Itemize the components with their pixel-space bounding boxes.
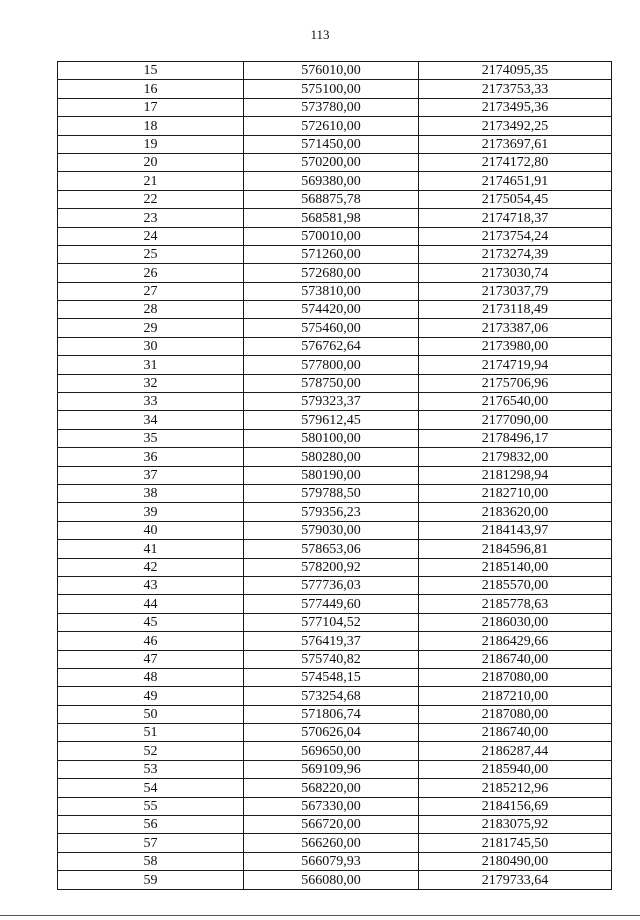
table-row — [58, 98, 612, 116]
x-coordinate-cell: 570200,00 — [244, 153, 419, 171]
table-row — [58, 209, 612, 227]
x-coordinate-cell: 566260,00 — [244, 834, 419, 852]
point-number-cell: 33 — [58, 393, 244, 411]
y-coordinate-cell: 2175054,45 — [419, 190, 612, 208]
table-row — [58, 705, 612, 723]
page-number: 113 — [310, 27, 330, 42]
x-coordinate-cell: 580100,00 — [244, 429, 419, 447]
point-number-cell: 46 — [58, 632, 244, 650]
point-number-cell: 21 — [58, 172, 244, 190]
y-coordinate-cell: 2174719,94 — [419, 356, 612, 374]
x-coordinate-cell: 575100,00 — [244, 80, 419, 98]
table-row — [58, 245, 612, 263]
point-number-cell: 43 — [58, 576, 244, 594]
x-coordinate-cell: 571450,00 — [244, 135, 419, 153]
x-coordinate-cell: 577449,60 — [244, 595, 419, 613]
table-row — [58, 650, 612, 668]
page-bottom-edge — [0, 915, 640, 916]
x-coordinate-cell: 568875,78 — [244, 190, 419, 208]
table-row — [58, 264, 612, 282]
y-coordinate-cell: 2176540,00 — [419, 393, 612, 411]
y-coordinate-cell: 2175706,96 — [419, 374, 612, 392]
point-number-cell: 41 — [58, 540, 244, 558]
y-coordinate-cell: 2185940,00 — [419, 760, 612, 778]
y-coordinate-cell: 2174718,37 — [419, 209, 612, 227]
y-coordinate-cell: 2184156,69 — [419, 797, 612, 815]
point-number-cell: 58 — [58, 852, 244, 870]
table-row — [58, 742, 612, 760]
x-coordinate-cell: 569650,00 — [244, 742, 419, 760]
y-coordinate-cell: 2183075,92 — [419, 816, 612, 834]
table-row — [58, 466, 612, 484]
y-coordinate-cell: 2186287,44 — [419, 742, 612, 760]
x-coordinate-cell: 576762,64 — [244, 337, 419, 355]
point-number-cell: 24 — [58, 227, 244, 245]
y-coordinate-cell: 2185140,00 — [419, 558, 612, 576]
table-row — [58, 871, 612, 889]
x-coordinate-cell: 567330,00 — [244, 797, 419, 815]
x-coordinate-cell: 576010,00 — [244, 62, 419, 80]
point-number-cell: 27 — [58, 282, 244, 300]
table-row — [58, 282, 612, 300]
table-row — [58, 374, 612, 392]
x-coordinate-cell: 566079,93 — [244, 852, 419, 870]
y-coordinate-cell: 2178496,17 — [419, 429, 612, 447]
table-row — [58, 135, 612, 153]
table-row — [58, 337, 612, 355]
y-coordinate-cell: 2173274,39 — [419, 245, 612, 263]
y-coordinate-cell: 2186740,00 — [419, 724, 612, 742]
point-number-cell: 22 — [58, 190, 244, 208]
table-row — [58, 540, 612, 558]
table-row — [58, 172, 612, 190]
point-number-cell: 25 — [58, 245, 244, 263]
y-coordinate-cell: 2179733,64 — [419, 871, 612, 889]
table-row — [58, 668, 612, 686]
point-number-cell: 38 — [58, 484, 244, 502]
x-coordinate-cell: 579788,50 — [244, 484, 419, 502]
y-coordinate-cell: 2173030,74 — [419, 264, 612, 282]
point-number-cell: 39 — [58, 503, 244, 521]
x-coordinate-cell: 578200,92 — [244, 558, 419, 576]
y-coordinate-cell: 2173697,61 — [419, 135, 612, 153]
y-coordinate-cell: 2180490,00 — [419, 852, 612, 870]
table-row — [58, 429, 612, 447]
x-coordinate-cell: 577736,03 — [244, 576, 419, 594]
point-number-cell: 49 — [58, 687, 244, 705]
table-row — [58, 393, 612, 411]
point-number-cell: 57 — [58, 834, 244, 852]
y-coordinate-cell: 2182710,00 — [419, 484, 612, 502]
x-coordinate-cell: 571806,74 — [244, 705, 419, 723]
point-number-cell: 30 — [58, 337, 244, 355]
x-coordinate-cell: 579356,23 — [244, 503, 419, 521]
y-coordinate-cell: 2185778,63 — [419, 595, 612, 613]
table-row — [58, 779, 612, 797]
x-coordinate-cell: 579030,00 — [244, 521, 419, 539]
point-number-cell: 47 — [58, 650, 244, 668]
point-number-cell: 44 — [58, 595, 244, 613]
y-coordinate-cell: 2186429,66 — [419, 632, 612, 650]
point-number-cell: 40 — [58, 521, 244, 539]
point-number-cell: 36 — [58, 448, 244, 466]
y-coordinate-cell: 2185212,96 — [419, 779, 612, 797]
table-row — [58, 62, 612, 80]
x-coordinate-cell: 566080,00 — [244, 871, 419, 889]
point-number-cell: 23 — [58, 209, 244, 227]
y-coordinate-cell: 2173387,06 — [419, 319, 612, 337]
point-number-cell: 50 — [58, 705, 244, 723]
table-row — [58, 448, 612, 466]
x-coordinate-cell: 570626,04 — [244, 724, 419, 742]
table-row — [58, 153, 612, 171]
point-number-cell: 56 — [58, 816, 244, 834]
point-number-cell: 34 — [58, 411, 244, 429]
y-coordinate-cell: 2174095,35 — [419, 62, 612, 80]
x-coordinate-cell: 580190,00 — [244, 466, 419, 484]
y-coordinate-cell: 2186030,00 — [419, 613, 612, 631]
y-coordinate-cell: 2173980,00 — [419, 337, 612, 355]
table-row — [58, 595, 612, 613]
table-row — [58, 301, 612, 319]
table-row — [58, 632, 612, 650]
x-coordinate-cell: 579612,45 — [244, 411, 419, 429]
table-row — [58, 613, 612, 631]
x-coordinate-cell: 568220,00 — [244, 779, 419, 797]
y-coordinate-cell: 2179832,00 — [419, 448, 612, 466]
point-number-cell: 35 — [58, 429, 244, 447]
point-number-cell: 28 — [58, 301, 244, 319]
x-coordinate-cell: 572610,00 — [244, 117, 419, 135]
point-number-cell: 54 — [58, 779, 244, 797]
y-coordinate-cell: 2181298,94 — [419, 466, 612, 484]
point-number-cell: 29 — [58, 319, 244, 337]
x-coordinate-cell: 575740,82 — [244, 650, 419, 668]
table-row — [58, 190, 612, 208]
x-coordinate-cell: 574548,15 — [244, 668, 419, 686]
y-coordinate-cell: 2184596,81 — [419, 540, 612, 558]
point-number-cell: 18 — [58, 117, 244, 135]
y-coordinate-cell: 2173754,24 — [419, 227, 612, 245]
table-row — [58, 852, 612, 870]
y-coordinate-cell: 2186740,00 — [419, 650, 612, 668]
x-coordinate-cell: 572680,00 — [244, 264, 419, 282]
table-row — [58, 80, 612, 98]
table-row — [58, 356, 612, 374]
y-coordinate-cell: 2181745,50 — [419, 834, 612, 852]
y-coordinate-cell: 2187080,00 — [419, 668, 612, 686]
x-coordinate-cell: 576419,37 — [244, 632, 419, 650]
point-number-cell: 16 — [58, 80, 244, 98]
coordinates-table — [57, 61, 612, 890]
x-coordinate-cell: 569109,96 — [244, 760, 419, 778]
point-number-cell: 20 — [58, 153, 244, 171]
table-row — [58, 797, 612, 815]
point-number-cell: 48 — [58, 668, 244, 686]
point-number-cell: 37 — [58, 466, 244, 484]
point-number-cell: 15 — [58, 62, 244, 80]
x-coordinate-cell: 574420,00 — [244, 301, 419, 319]
y-coordinate-cell: 2183620,00 — [419, 503, 612, 521]
x-coordinate-cell: 579323,37 — [244, 393, 419, 411]
x-coordinate-cell: 570010,00 — [244, 227, 419, 245]
table-row — [58, 117, 612, 135]
table-row — [58, 521, 612, 539]
table-row — [58, 411, 612, 429]
x-coordinate-cell: 568581,98 — [244, 209, 419, 227]
table-row — [58, 227, 612, 245]
x-coordinate-cell: 573780,00 — [244, 98, 419, 116]
table-row — [58, 687, 612, 705]
y-coordinate-cell: 2174172,80 — [419, 153, 612, 171]
point-number-cell: 59 — [58, 871, 244, 889]
x-coordinate-cell: 573810,00 — [244, 282, 419, 300]
x-coordinate-cell: 573254,68 — [244, 687, 419, 705]
x-coordinate-cell: 575460,00 — [244, 319, 419, 337]
y-coordinate-cell: 2185570,00 — [419, 576, 612, 594]
x-coordinate-cell: 578750,00 — [244, 374, 419, 392]
point-number-cell: 17 — [58, 98, 244, 116]
point-number-cell: 42 — [58, 558, 244, 576]
x-coordinate-cell: 580280,00 — [244, 448, 419, 466]
y-coordinate-cell: 2187080,00 — [419, 705, 612, 723]
table-row — [58, 503, 612, 521]
point-number-cell: 52 — [58, 742, 244, 760]
y-coordinate-cell: 2173037,79 — [419, 282, 612, 300]
y-coordinate-cell: 2187210,00 — [419, 687, 612, 705]
table-row — [58, 724, 612, 742]
coordinates-table-body — [58, 62, 612, 890]
table-row — [58, 558, 612, 576]
point-number-cell: 26 — [58, 264, 244, 282]
point-number-cell: 19 — [58, 135, 244, 153]
x-coordinate-cell: 578653,06 — [244, 540, 419, 558]
x-coordinate-cell: 566720,00 — [244, 816, 419, 834]
y-coordinate-cell: 2173118,49 — [419, 301, 612, 319]
y-coordinate-cell: 2173492,25 — [419, 117, 612, 135]
y-coordinate-cell: 2173495,36 — [419, 98, 612, 116]
table-row — [58, 576, 612, 594]
y-coordinate-cell: 2173753,33 — [419, 80, 612, 98]
table-row — [58, 834, 612, 852]
table-row — [58, 816, 612, 834]
table-row — [58, 484, 612, 502]
x-coordinate-cell: 569380,00 — [244, 172, 419, 190]
point-number-cell: 32 — [58, 374, 244, 392]
table-row — [58, 760, 612, 778]
point-number-cell: 53 — [58, 760, 244, 778]
x-coordinate-cell: 577104,52 — [244, 613, 419, 631]
point-number-cell: 31 — [58, 356, 244, 374]
point-number-cell: 55 — [58, 797, 244, 815]
table-row — [58, 319, 612, 337]
y-coordinate-cell: 2174651,91 — [419, 172, 612, 190]
y-coordinate-cell: 2184143,97 — [419, 521, 612, 539]
point-number-cell: 45 — [58, 613, 244, 631]
point-number-cell: 51 — [58, 724, 244, 742]
x-coordinate-cell: 577800,00 — [244, 356, 419, 374]
x-coordinate-cell: 571260,00 — [244, 245, 419, 263]
y-coordinate-cell: 2177090,00 — [419, 411, 612, 429]
